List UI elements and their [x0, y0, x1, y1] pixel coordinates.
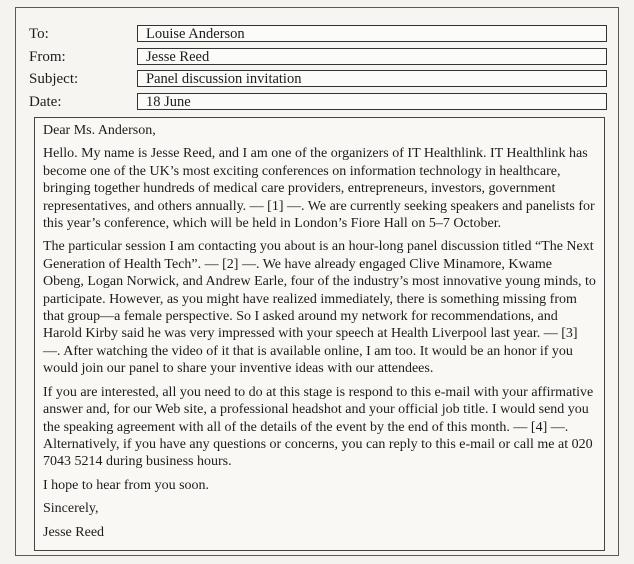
from-field[interactable]: Jesse Reed: [137, 48, 607, 65]
greeting: Dear Ms. Anderson,: [43, 123, 156, 138]
paragraph-intro: Hello. My name is Jesse Reed, and I am one of the organizers of IT Healthlink. IT Healthlink has become one of the UK’s most exciting conferences on information technology in healthcare, bringing together hundreds of medical care providers, entrepreneurs, investors, government representatives, and others annually. — [1] —. We are currently seeking speakers and panelists for this year’s conference, which will be held in London’s Fiore Hall on 5–7 October.: [43, 146, 595, 232]
date-field[interactable]: 18 June: [137, 93, 607, 110]
from-label: From:: [29, 49, 66, 65]
to-field[interactable]: Louise Anderson: [137, 25, 607, 42]
paragraph-next-steps: If you are interested, all you need to do at this stage is respond to this e-mail with your affirmative answer and, for our Web site, a professional headshot and your official job title. I would send you the speaking agreement with all of the details of the event by the end of this month. — [4] —. Alternatively, if you have any questions or concerns, you can reply to this e-mail or call me at 020 7043 5214 during business hours.: [43, 384, 594, 470]
paragraph-closing-line: I hope to hear from you soon.: [43, 477, 210, 493]
to-label: To:: [29, 26, 49, 42]
paragraph-session: The particular session I am contacting you about is an hour-long panel discussion titled “The Next Generation of Health Tech”. — [2] —. We have already engaged Clive Minamore, Kwame Obeng, Logan Norwick, and Andrew Earle, four of the industry’s most innovative young minds, to participate. However, as you might have realized immediately, there is something missing from that group—a female perspective. So I asked around my network for recommendations, and Harold Kirby said he was very impressed with your speech at Health Liverpool last year. — [3] —. After watching the video of it that is available online, I am too. It would be an honor if you would join our panel to share your inventive ideas with our attendees.: [43, 239, 596, 377]
subject-field[interactable]: Panel discussion invitation: [137, 70, 607, 87]
date-label: Date:: [29, 94, 62, 110]
signature: Jesse Reed: [43, 524, 105, 540]
subject-label: Subject:: [29, 71, 79, 87]
message-body[interactable]: [34, 117, 605, 551]
closing: Sincerely,: [43, 501, 99, 517]
